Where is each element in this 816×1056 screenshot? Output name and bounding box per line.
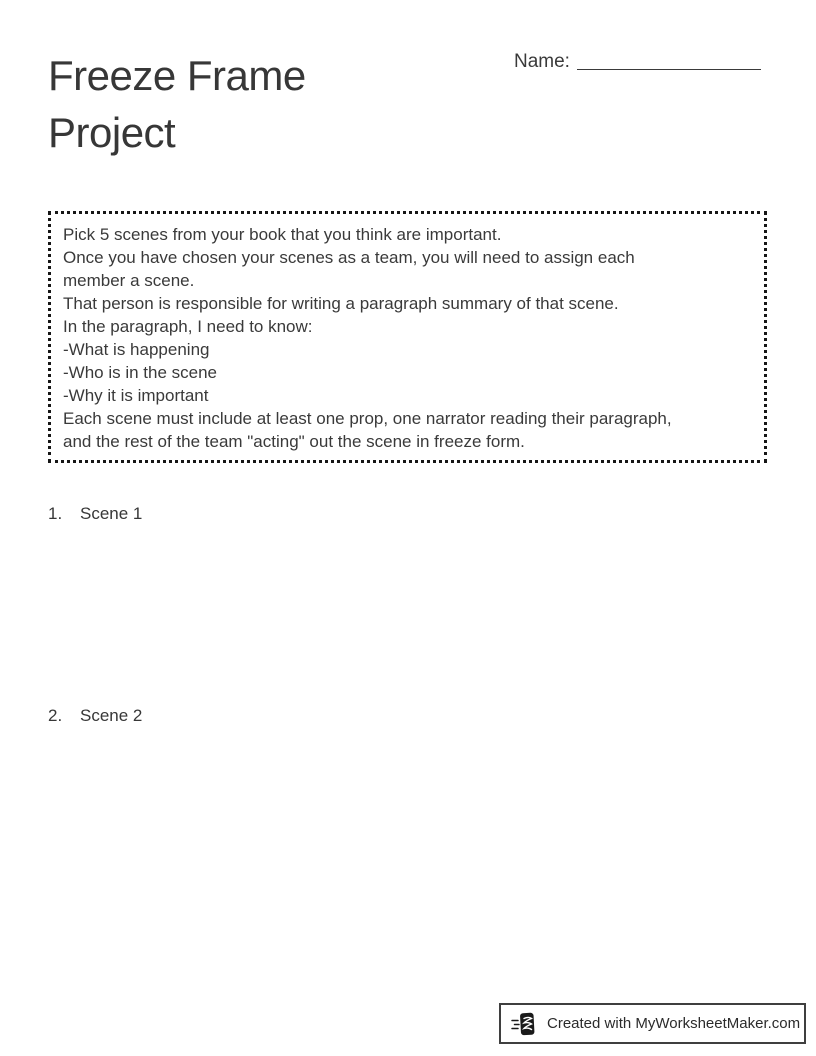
question-label: Scene 2	[80, 706, 143, 725]
instruction-line: -What is happening	[63, 340, 210, 359]
name-label: Name:	[514, 51, 570, 72]
page-title: Freeze Frame Project	[48, 52, 306, 156]
instruction-line: Once you have chosen your scenes as a team, you will need to assign each	[63, 248, 635, 267]
instruction-line: -Who is in the scene	[63, 363, 218, 382]
question-number: 2.	[48, 706, 63, 725]
question-scene-1	[48, 502, 142, 526]
question-label: Scene 1	[80, 504, 143, 523]
name-field	[514, 51, 761, 73]
instruction-line: That person is responsible for writing a paragraph summary of that scene.	[63, 294, 619, 313]
flying-worksheet-icon	[511, 1010, 538, 1038]
instruction-line: Pick 5 scenes from your book that you think are important.	[63, 225, 502, 244]
name-blank-line	[577, 56, 761, 70]
instruction-line: Each scene must include at least one prop, one narrator reading their paragraph,	[63, 409, 672, 428]
instruction-line: and the rest of the team "acting" out the scene in freeze form.	[63, 432, 525, 451]
instruction-line: In the paragraph, I need to know:	[63, 317, 313, 336]
footer-credit-box[interactable]	[499, 1003, 806, 1044]
instructions-box	[48, 211, 767, 463]
instruction-line: -Why it is important	[63, 386, 209, 405]
instruction-line: member a scene.	[63, 271, 195, 290]
question-number: 1.	[48, 504, 63, 523]
question-scene-2	[48, 704, 142, 728]
footer-credit-text: Created with MyWorksheetMaker.com	[547, 1015, 801, 1032]
